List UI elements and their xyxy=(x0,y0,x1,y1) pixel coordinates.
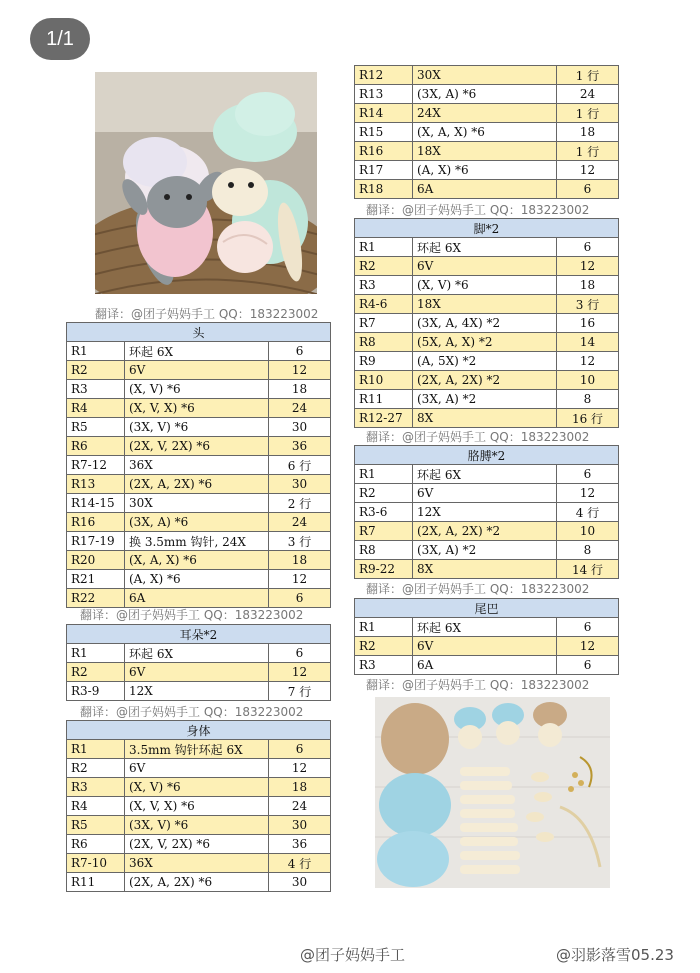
footer-watermark-right: @羽影落雪05.23 xyxy=(556,946,674,964)
table-row: R2 6V 12 xyxy=(67,663,331,682)
legs-table xyxy=(354,218,619,428)
table-row: R18 6A 6 xyxy=(355,180,619,199)
table-row: R17-19 换 3.5mm 钩针, 24X 3 行 xyxy=(67,532,331,551)
page-indicator: 1/1 xyxy=(30,18,90,60)
table-row: R8 (3X, A) *2 8 xyxy=(355,541,619,560)
table-row: R7 (2X, A, 2X) *2 10 xyxy=(355,522,619,541)
table-title: 耳朵*2 xyxy=(67,625,331,644)
table-row: R12-27 8X 16 行 xyxy=(355,409,619,428)
table-row: R6 (2X, V, 2X) *6 36 xyxy=(67,835,331,854)
table-row: R21 (A, X) *6 12 xyxy=(67,570,331,589)
table-row: R10 (2X, A, 2X) *2 10 xyxy=(355,371,619,390)
table-row: R13 (3X, A) *6 24 xyxy=(355,85,619,104)
table-row: R1 环起 6X 6 xyxy=(67,644,331,663)
table-row: R3 (X, V) *6 18 xyxy=(67,380,331,399)
body-table xyxy=(66,720,331,892)
table-row: R2 6V 12 xyxy=(67,361,331,380)
table-row: R9 (A, 5X) *2 12 xyxy=(355,352,619,371)
table-row: R1 环起 6X 6 xyxy=(355,465,619,484)
table-row: R6 (2X, V, 2X) *6 36 xyxy=(67,437,331,456)
table-row: R4-6 18X 3 行 xyxy=(355,295,619,314)
table-row: R11 (3X, A) *2 8 xyxy=(355,390,619,409)
credit-note: 翻译：@团子妈妈手工 QQ：183223002 xyxy=(80,608,304,622)
footer-watermark-left: @团子妈妈手工 xyxy=(300,946,406,964)
table-row: R2 6V 12 xyxy=(355,257,619,276)
table-row: R12 30X 1 行 xyxy=(355,66,619,85)
table-row: R7-10 36X 4 行 xyxy=(67,854,331,873)
sheep-photo xyxy=(95,72,317,294)
table-row: R3 6A 6 xyxy=(355,656,619,675)
table-title: 尾巴 xyxy=(355,599,619,618)
credit-note: 翻译：@团子妈妈手工 QQ：183223002 xyxy=(366,203,590,217)
table-row: R20 (X, A, X) *6 18 xyxy=(67,551,331,570)
credit-note: 翻译：@团子妈妈手工 QQ：183223002 xyxy=(366,678,590,692)
credit-note: 翻译：@团子妈妈手工 QQ：183223002 xyxy=(366,430,590,444)
table-row: R1 环起 6X 6 xyxy=(355,618,619,637)
table-row: R7-12 36X 6 行 xyxy=(67,456,331,475)
table-row: R5 (3X, V) *6 30 xyxy=(67,418,331,437)
table-row: R14 24X 1 行 xyxy=(355,104,619,123)
table-row: R13 (2X, A, 2X) *6 30 xyxy=(67,475,331,494)
table-row: R2 6V 12 xyxy=(355,484,619,503)
table-row: R4 (X, V, X) *6 24 xyxy=(67,399,331,418)
table-row: R15 (X, A, X) *6 18 xyxy=(355,123,619,142)
parts-photo xyxy=(375,697,610,888)
table-row: R7 (3X, A, 4X) *2 16 xyxy=(355,314,619,333)
body-continued-table xyxy=(354,65,619,199)
table-title: 身体 xyxy=(67,721,331,740)
table-row: R3-9 12X 7 行 xyxy=(67,682,331,701)
table-row: R1 环起 6X 6 xyxy=(67,342,331,361)
table-row: R3-6 12X 4 行 xyxy=(355,503,619,522)
credit-note: 翻译：@团子妈妈手工 QQ：183223002 xyxy=(80,705,304,719)
table-row: R3 (X, V) *6 18 xyxy=(355,276,619,295)
table-row: R5 (3X, V) *6 30 xyxy=(67,816,331,835)
table-row: R9-22 8X 14 行 xyxy=(355,560,619,579)
table-row: R16 (3X, A) *6 24 xyxy=(67,513,331,532)
table-row: R17 (A, X) *6 12 xyxy=(355,161,619,180)
table-row: R2 6V 12 xyxy=(355,637,619,656)
ears-table xyxy=(66,624,331,701)
table-row: R1 3.5mm 钩针环起 6X 6 xyxy=(67,740,331,759)
table-row: R4 (X, V, X) *6 24 xyxy=(67,797,331,816)
table-row: R16 18X 1 行 xyxy=(355,142,619,161)
table-title: 头 xyxy=(67,323,331,342)
arms-table xyxy=(354,445,619,579)
table-row: R14-15 30X 2 行 xyxy=(67,494,331,513)
credit-note: 翻译：@团子妈妈手工 QQ：183223002 xyxy=(366,582,590,596)
table-title: 胳膊*2 xyxy=(355,446,619,465)
table-row: R11 (2X, A, 2X) *6 30 xyxy=(67,873,331,892)
table-row: R1 环起 6X 6 xyxy=(355,238,619,257)
table-row: R8 (5X, A, X) *2 14 xyxy=(355,333,619,352)
table-row: R22 6A 6 xyxy=(67,589,331,608)
credit-note: 翻译：@团子妈妈手工 QQ：183223002 xyxy=(95,307,319,321)
table-title: 脚*2 xyxy=(355,219,619,238)
table-row: R3 (X, V) *6 18 xyxy=(67,778,331,797)
tail-table xyxy=(354,598,619,675)
head-table xyxy=(66,322,331,608)
table-row: R2 6V 12 xyxy=(67,759,331,778)
